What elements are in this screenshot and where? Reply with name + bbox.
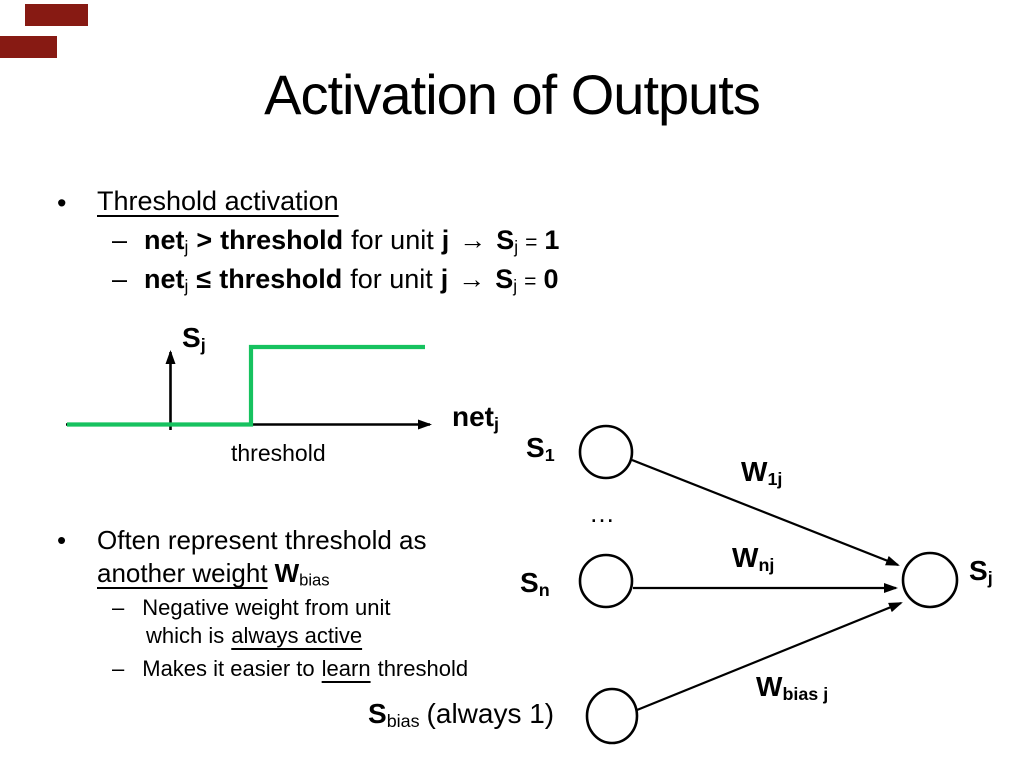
label-sn — [520, 568, 550, 600]
y-axis-label-main: S — [182, 322, 201, 353]
slide-title: Activation of Outputs — [264, 63, 760, 126]
bullet2-w-sub: bias — [299, 570, 330, 590]
label-sj-sub: j — [987, 567, 993, 588]
sub1-line2-underlined: always active — [231, 623, 363, 648]
y-axis-label-sub: j — [200, 334, 206, 355]
rule1-net: net — [144, 225, 185, 255]
node-sn — [580, 555, 632, 607]
bullet2-line2 — [97, 560, 330, 589]
bullet2-line1: Often represent threshold as — [97, 525, 427, 555]
rule2-threshold: threshold — [219, 264, 343, 294]
label-wnj — [732, 543, 774, 575]
bullet2-sub2 — [112, 657, 468, 680]
label-w1j-main: W — [741, 456, 768, 487]
rule2-net-sub: j — [184, 275, 189, 296]
y-axis-label — [182, 323, 206, 355]
label-wnj-sub: nj — [758, 554, 775, 575]
label-s1-sub: 1 — [544, 444, 555, 465]
label-sj — [969, 556, 993, 588]
rule1-value: 1 — [544, 225, 560, 255]
node-sbias — [587, 689, 637, 743]
rule2-unit-j: j — [440, 264, 449, 294]
label-s1 — [526, 433, 555, 465]
sub2-underlined: learn — [321, 656, 371, 681]
label-sbias — [368, 699, 554, 731]
label-w1j-sub: 1j — [767, 468, 783, 489]
label-sn-sub: n — [538, 579, 550, 600]
node-s1 — [580, 426, 632, 478]
rule2-s-sub: j — [513, 275, 518, 296]
rule1-arrow-icon: → — [459, 225, 487, 255]
rule1-s-sub: j — [514, 236, 519, 257]
x-axis-label-main: net — [452, 401, 494, 432]
rule2-net: net — [144, 264, 185, 294]
threshold-caption: threshold — [231, 440, 326, 466]
rule1-unit-j: j — [441, 225, 450, 255]
rule2-equals: = — [524, 270, 537, 293]
label-sbias-main: S — [368, 698, 387, 729]
rule1-equals: = — [525, 231, 538, 254]
rule2-arrow-icon: → — [458, 264, 486, 294]
label-wbiasj — [756, 672, 828, 704]
label-w1j — [741, 457, 782, 489]
x-axis-label — [452, 402, 499, 434]
label-sbias-rest: (always 1) — [426, 698, 555, 729]
sub2-post: threshold — [377, 656, 469, 681]
rule2-for-unit: for unit — [350, 264, 433, 294]
label-sj-main: S — [969, 555, 988, 586]
bullet2-sub1-line2 — [146, 624, 362, 647]
bullet1-label: Threshold activation — [97, 186, 339, 216]
rule2-dash: – — [112, 264, 128, 294]
rule1-for-unit: for unit — [351, 225, 434, 255]
rule1-dash: – — [112, 225, 128, 255]
label-sbias-sub: bias — [386, 710, 420, 731]
bullet2-marker: • — [57, 525, 67, 555]
rule2-s: S — [495, 264, 514, 294]
sub2-pre: Makes it easier to — [142, 656, 315, 681]
label-wbiasj-sub: bias j — [782, 683, 829, 704]
x-axis-label-sub: j — [494, 413, 499, 434]
rule1-s: S — [496, 225, 515, 255]
bullet1-marker: • — [57, 188, 67, 218]
bullet2-w: W — [274, 558, 300, 588]
label-s1-main: S — [526, 432, 545, 463]
bullet2-underlined: another weight — [97, 558, 268, 588]
rule2-operator: ≤ — [196, 264, 212, 294]
node-sj — [903, 553, 957, 607]
ellipsis-dots: … — [589, 498, 615, 528]
label-wbiasj-main: W — [756, 671, 783, 702]
sub1-text: Negative weight from unit — [142, 595, 391, 620]
sub1-dash: – — [112, 595, 125, 620]
step-function-line — [67, 347, 425, 425]
sub2-dash: – — [112, 656, 125, 681]
label-wnj-main: W — [732, 542, 759, 573]
rule1-operator: > — [196, 225, 213, 255]
bullet2-sub1-line1 — [112, 596, 390, 619]
label-sn-main: S — [520, 567, 539, 598]
rule1-threshold: threshold — [220, 225, 344, 255]
rule1-net-sub: j — [184, 236, 189, 257]
sub1-line2-pre: which is — [146, 623, 225, 648]
rule2-value: 0 — [543, 264, 559, 294]
